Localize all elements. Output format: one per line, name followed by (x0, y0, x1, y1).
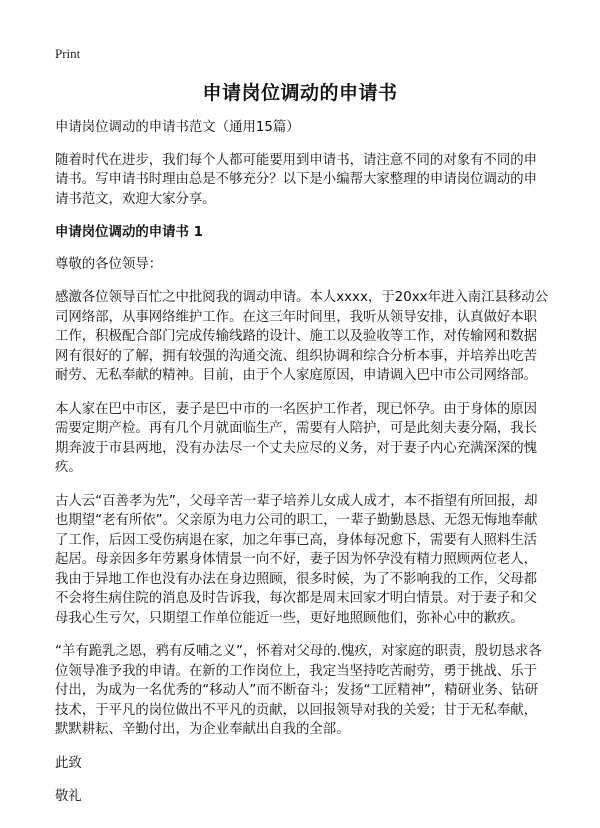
print-link[interactable]: Print (55, 46, 81, 61)
section-heading: 申请岗位调动的申请书 1 (55, 225, 203, 240)
intro-paragraph: 随着时代在进步，我们每个人都可能要用到申请书，请注意不同的对象有不同的申请书。写申请书时理由总是不够充分？以下是小编帮大家整理的申请岗位调动的申请书范文，欢迎大家分享。 (55, 152, 538, 207)
closing-line: 此致 (55, 755, 82, 771)
body-paragraph: 感激各位领导百忙之中批阅我的调动申请。本人xxxx，于20xx年进入南江县移动公司网络部，从事网络维护工作。在这三年时间里，我听从领导安排，认真做好本职工作，积极配合部门完成传输线路的设计、施工以及验收等工作，对传输网和数据网有很好的了解，拥有较强的沟通交流、组织协调和综合分析本事，并培养出吃苦耐劳、无私奉献的精神。目前，由于个人家庭原因，申请调入巴中市公司网络部。 (55, 290, 549, 383)
body-paragraph: “羊有跪乳之恩，鸦有反哺之义”，怀着对父母的.愧疚，对家庭的职责，殷切恳求各位领导准予我的申请。在新的工作岗位上，我定当坚持吃苦耐劳，勇于挑战、乐于付出，为成为一名优秀的“移动人”而不断奋斗；发扬“工匠精神”，精研业务、钻研技术，于平凡的岗位做出不平凡的贡献，以回报领导对我的关爱；甘于无私奉献，默默耕耘、辛勤付出，为企业奉献出自我的全部。 (55, 644, 542, 737)
body-paragraph: 本人家在巴中市区，妻子是巴中市的一名医护工作者，现已怀孕。由于身体的原因需要定期产检。再有几个月就面临生产，需要有人陪护，可是此刻夫妻分隔，我长期奔波于市县两地，没有办法尽一个丈夫应尽的义务，对于妻子内心充满深深的愧疚。 (55, 401, 538, 475)
salutation: 尊敬的各位领导： (55, 256, 163, 272)
closing-signoff: 敬礼 (55, 789, 82, 804)
page-title: 申请岗位调动的申请书 (202, 82, 398, 104)
body-paragraph: 古人云“百善孝为先”，父母辛苦一辈子培养儿女成人成才，本不指望有所回报，却也期望“老有所依”。父亲原为电力公司的职工，一辈子勤勤恳恳、无怨无悔地奉献了工作，后因工受伤病退在家，加之年事已高，身体每况愈下，需要有人照料生活起居。母亲因多年劳累身体情景一向不好，妻子因为怀孕没有精力照顾两位老人，我由于异地工作也没有办法在身边照顾，很多时候，为了不影响我的工作，父母都不会将生病住院的消息及时告诉我，每次都是周末回家才明白情景。对于妻子和父母我心生亏欠，只期望工作单位能近一些，更好地照顾他们，弥补心中的歉疚。 (55, 493, 538, 626)
document-body (55, 118, 550, 821)
document-subtitle: 申请岗位调动的申请书范文（通用15篇） (55, 120, 300, 135)
